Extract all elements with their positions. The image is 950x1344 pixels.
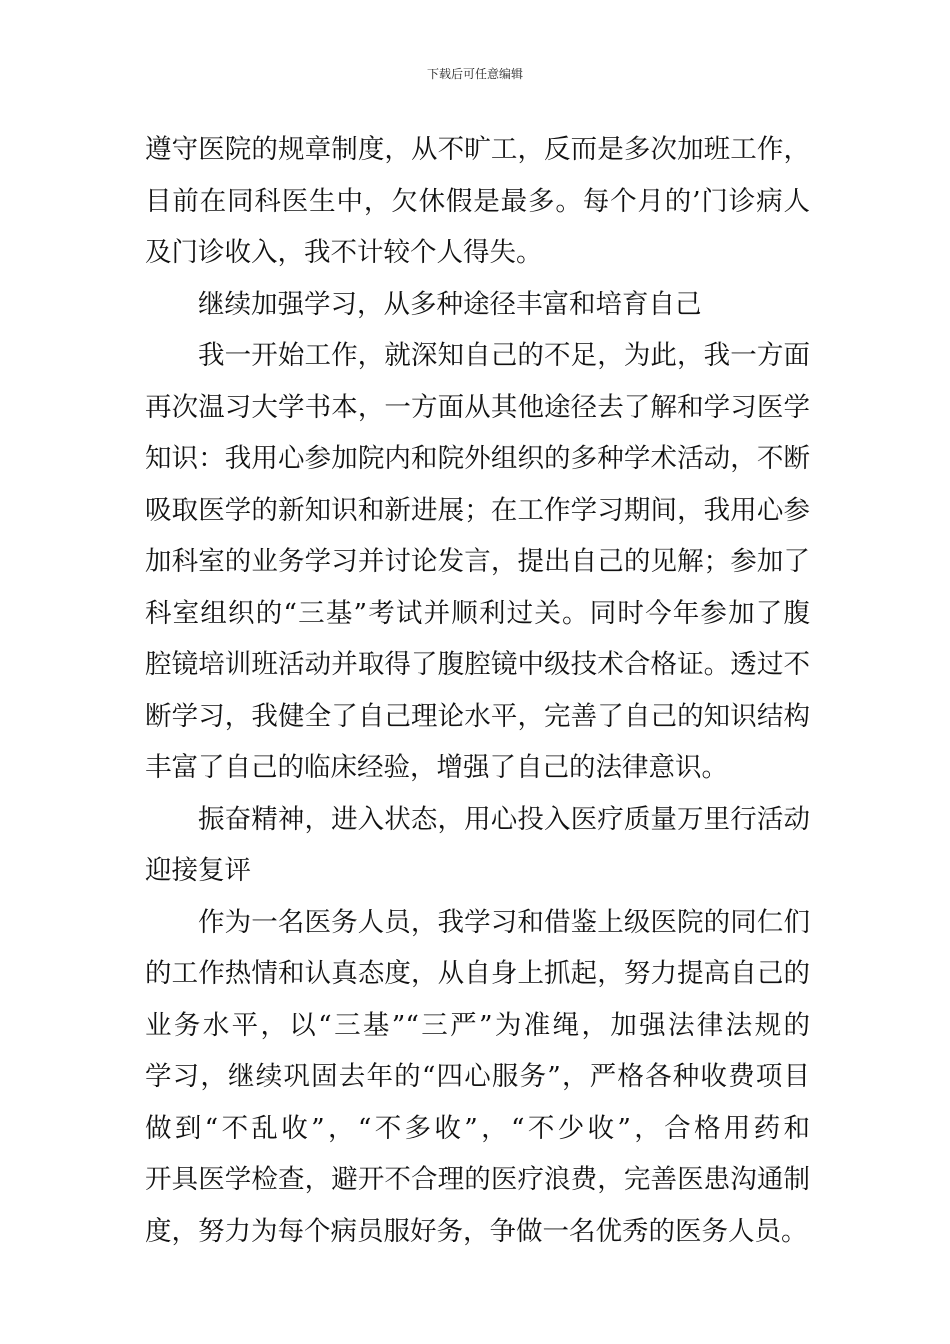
text-line: 吸取医学的新知识和新进展；在工作学习期间，我用心参: [145, 494, 810, 526]
text-line: 业务水平，以“三基”“三严”为准绳，加强法律法规的: [145, 1009, 810, 1041]
text-line: 及门诊收入，我不计较个人得失。: [145, 237, 543, 268]
text-line: 继续加强学习，从多种途径丰富和培育自己: [198, 288, 702, 320]
text-line: 再次温习大学书本，一方面从其他途径去了解和学习医学: [145, 391, 810, 423]
page-header: 下载后可任意编辑: [426, 67, 523, 81]
text-line: 断学习，我健全了自己理论水平，完善了自己的知识结构: [145, 700, 810, 732]
text-line: 目前在同科医生中，欠休假是最多。每个月的’门诊病人: [145, 185, 810, 217]
text-line: 迎接复评: [145, 855, 251, 886]
text-line: 的工作热情和认真态度，从自身上抓起，努力提高自己的: [145, 958, 810, 989]
document-body: [145, 124, 810, 1257]
text-line: 腔镜培训班活动并取得了腹腔镜中级技术合格证。透过不: [145, 649, 810, 680]
text-line: 学习，继续巩固去年的“四心服务”，严格各种收费项目: [145, 1061, 810, 1092]
text-line: 振奋精神，进入状态，用心投入医疗质量万里行活动: [198, 803, 810, 835]
text-line: 我一开始工作，就深知自己的不足，为此，我一方面: [198, 340, 810, 371]
text-line: 开具医学检查，避开不合理的医疗浪费，完善医患沟通制: [145, 1164, 810, 1195]
text-line: 做到“不乱收”，“不多收”，“不少收”，合格用药和: [145, 1112, 810, 1144]
text-line: 加科室的业务学习并讨论发言，提出自己的见解；参加了: [145, 546, 810, 577]
text-line: 作为一名医务人员，我学习和借鉴上级医院的同仁们: [198, 906, 810, 938]
text-line: 丰富了自己的临床经验，增强了自己的法律意识。: [145, 752, 728, 783]
text-line: 知识：我用心参加院内和院外组织的多种学术活动，不断: [145, 443, 810, 474]
text-line: 度，努力为每个病员服好务，争做一名优秀的医务人员。: [145, 1215, 808, 1247]
text-line: 科室组织的“三基”考试并顺利过关。同时今年参加了腹: [145, 597, 810, 629]
text-line: 遵守医院的规章制度，从不旷工，反而是多次加班工作，: [145, 134, 810, 165]
